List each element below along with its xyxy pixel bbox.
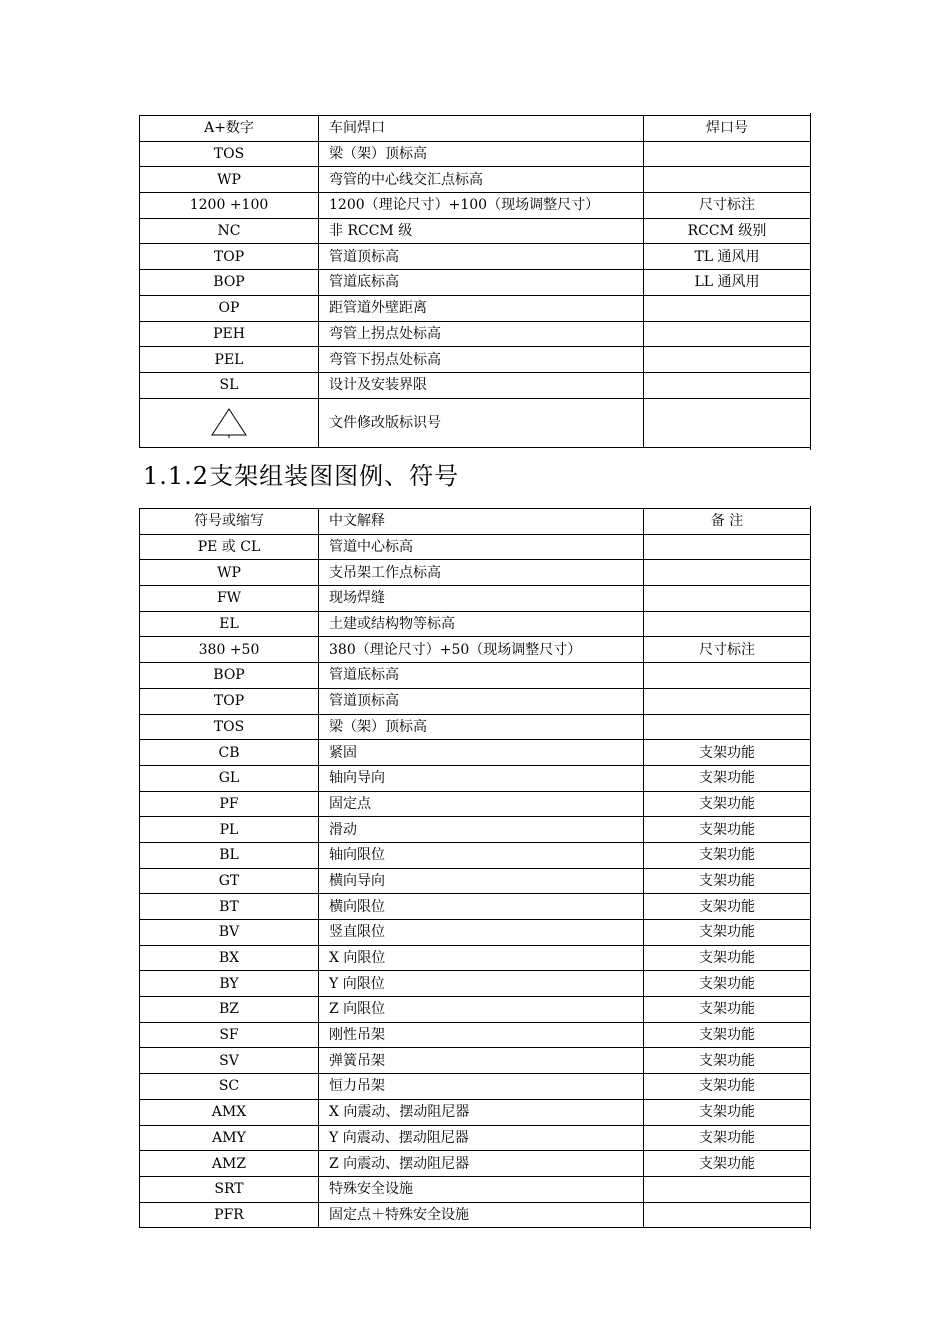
- table-row: [140, 765, 811, 791]
- description-cell: 弯管下拐点处标高: [319, 347, 644, 373]
- note-cell: 备 注: [644, 509, 811, 535]
- description-cell: 滑动: [319, 817, 644, 843]
- note-cell: [644, 688, 811, 714]
- description-cell: 管道顶标高: [319, 688, 644, 714]
- table-row: [140, 372, 811, 398]
- table1-right-rule: [810, 113, 811, 450]
- table-row: [140, 1176, 811, 1202]
- table-row: [140, 534, 811, 560]
- description-cell: 距管道外壁距离: [319, 295, 644, 321]
- description-cell: 弯管上拐点处标高: [319, 321, 644, 347]
- table-row: [140, 193, 811, 219]
- note-cell: [644, 663, 811, 689]
- table-row: [140, 1125, 811, 1151]
- description-cell: 380（理论尺寸）+50（现场调整尺寸）: [319, 637, 644, 663]
- symbol-cell: SC: [140, 1074, 319, 1100]
- description-cell: Z 向限位: [319, 997, 644, 1023]
- table-row: [140, 842, 811, 868]
- note-cell: [644, 141, 811, 167]
- note-cell: 支架功能: [644, 868, 811, 894]
- table-row: [140, 791, 811, 817]
- note-cell: TL 通风用: [644, 244, 811, 270]
- symbol-cell: WP: [140, 167, 319, 193]
- support-symbol-table: [139, 508, 811, 1228]
- description-cell: 竖直限位: [319, 920, 644, 946]
- description-cell: 中文解释: [319, 509, 644, 535]
- table-row: [140, 1048, 811, 1074]
- table-row: [140, 997, 811, 1023]
- description-cell: 横向限位: [319, 894, 644, 920]
- symbol-cell: BV: [140, 920, 319, 946]
- table-row: [140, 1074, 811, 1100]
- symbol-cell: TOS: [140, 714, 319, 740]
- symbol-cell: BT: [140, 894, 319, 920]
- table-row: [140, 586, 811, 612]
- note-cell: [644, 1176, 811, 1202]
- note-cell: 支架功能: [644, 1125, 811, 1151]
- symbol-cell: 符号或缩写: [140, 509, 319, 535]
- symbol-cell: BZ: [140, 997, 319, 1023]
- symbol-cell: SF: [140, 1022, 319, 1048]
- description-cell: 轴向导向: [319, 765, 644, 791]
- symbol-cell: NC: [140, 218, 319, 244]
- description-cell: 恒力吊架: [319, 1074, 644, 1100]
- symbol-cell: BOP: [140, 270, 319, 296]
- note-cell: 支架功能: [644, 1022, 811, 1048]
- note-cell: [644, 167, 811, 193]
- description-cell: 管道中心标高: [319, 534, 644, 560]
- symbol-cell: EL: [140, 611, 319, 637]
- description-cell: 轴向限位: [319, 842, 644, 868]
- weld-symbol-table: [139, 115, 811, 448]
- note-cell: 支架功能: [644, 945, 811, 971]
- description-cell: Y 向限位: [319, 971, 644, 997]
- table-row: [140, 1022, 811, 1048]
- description-cell: 土建或结构物等标高: [319, 611, 644, 637]
- symbol-cell: BY: [140, 971, 319, 997]
- section-heading: 1.1.2支架组装图图例、符号: [143, 462, 460, 490]
- description-cell: 横向导向: [319, 868, 644, 894]
- note-cell: [644, 372, 811, 398]
- symbol-cell: AMX: [140, 1099, 319, 1125]
- symbol-cell: PFR: [140, 1202, 319, 1228]
- symbol-cell: PL: [140, 817, 319, 843]
- description-cell: Z 向震动、摆动阻尼器: [319, 1151, 644, 1177]
- symbol-cell: TOS: [140, 141, 319, 167]
- description-cell: 紧固: [319, 740, 644, 766]
- symbol-cell: TOP: [140, 244, 319, 270]
- note-cell: [644, 295, 811, 321]
- description-cell: 管道顶标高: [319, 244, 644, 270]
- note-cell: 支架功能: [644, 1048, 811, 1074]
- table-row: [140, 817, 811, 843]
- table-row: [140, 270, 811, 296]
- table-row: [140, 894, 811, 920]
- description-cell: X 向震动、摆动阻尼器: [319, 1099, 644, 1125]
- table2-right-rule: [810, 506, 811, 1229]
- note-cell: 支架功能: [644, 1151, 811, 1177]
- symbol-cell: GL: [140, 765, 319, 791]
- description-cell: 1200（理论尺寸）+100（现场调整尺寸）: [319, 193, 644, 219]
- note-cell: [644, 560, 811, 586]
- table-row: [140, 1202, 811, 1228]
- note-cell: RCCM 级别: [644, 218, 811, 244]
- note-cell: 支架功能: [644, 971, 811, 997]
- description-cell: 梁（架）顶标高: [319, 141, 644, 167]
- symbol-cell: PEH: [140, 321, 319, 347]
- note-cell: 支架功能: [644, 765, 811, 791]
- symbol-cell: SL: [140, 372, 319, 398]
- note-cell: [644, 586, 811, 612]
- description-cell: 固定点＋特殊安全设施: [319, 1202, 644, 1228]
- table-row: [140, 945, 811, 971]
- note-cell: 尺寸标注: [644, 637, 811, 663]
- description-cell: X 向限位: [319, 945, 644, 971]
- note-cell: LL 通风用: [644, 270, 811, 296]
- note-cell: [644, 534, 811, 560]
- table-row: [140, 141, 811, 167]
- note-cell: 支架功能: [644, 791, 811, 817]
- symbol-cell: FW: [140, 586, 319, 612]
- description-cell: 车间焊口: [319, 116, 644, 142]
- table-row: [140, 1099, 811, 1125]
- note-cell: [644, 611, 811, 637]
- symbol-cell: WP: [140, 560, 319, 586]
- symbol-cell: SV: [140, 1048, 319, 1074]
- description-cell: 特殊安全设施: [319, 1176, 644, 1202]
- description-cell: 弹簧吊架: [319, 1048, 644, 1074]
- symbol-cell: AMY: [140, 1125, 319, 1151]
- table-row: [140, 688, 811, 714]
- symbol-cell: BOP: [140, 663, 319, 689]
- description-cell: 管道底标高: [319, 663, 644, 689]
- note-cell: 支架功能: [644, 1099, 811, 1125]
- note-cell: [644, 321, 811, 347]
- symbol-cell: BL: [140, 842, 319, 868]
- symbol-cell: BX: [140, 945, 319, 971]
- revision-triangle-icon: [140, 398, 319, 447]
- table-row: [140, 637, 811, 663]
- table-row: [140, 347, 811, 373]
- description-cell: 管道底标高: [319, 270, 644, 296]
- table-row: [140, 560, 811, 586]
- table-header-row: [140, 509, 811, 535]
- description-cell: 固定点: [319, 791, 644, 817]
- note-cell: 支架功能: [644, 997, 811, 1023]
- table-row: [140, 663, 811, 689]
- table-row: [140, 1151, 811, 1177]
- note-cell: [644, 347, 811, 373]
- description-cell: Y 向震动、摆动阻尼器: [319, 1125, 644, 1151]
- table-row: [140, 398, 811, 447]
- symbol-cell: TOP: [140, 688, 319, 714]
- table-row: [140, 218, 811, 244]
- note-cell: 支架功能: [644, 817, 811, 843]
- table-row: [140, 971, 811, 997]
- table-row: [140, 244, 811, 270]
- description-cell: 弯管的中心线交汇点标高: [319, 167, 644, 193]
- table-row: [140, 714, 811, 740]
- description-cell: 现场焊缝: [319, 586, 644, 612]
- description-cell: 设计及安装界限: [319, 372, 644, 398]
- table-row: [140, 920, 811, 946]
- table-row: [140, 321, 811, 347]
- table-row: [140, 611, 811, 637]
- table-row: [140, 295, 811, 321]
- note-cell: 支架功能: [644, 842, 811, 868]
- table-header-row: [140, 116, 811, 142]
- note-cell: [644, 714, 811, 740]
- table-row: [140, 868, 811, 894]
- symbol-cell: 380 +50: [140, 637, 319, 663]
- note-cell: 支架功能: [644, 1074, 811, 1100]
- symbol-cell: A+数字: [140, 116, 319, 142]
- note-cell: 支架功能: [644, 920, 811, 946]
- description-cell: 刚性吊架: [319, 1022, 644, 1048]
- table-row: [140, 167, 811, 193]
- description-cell: 梁（架）顶标高: [319, 714, 644, 740]
- description-cell: 文件修改版标识号: [319, 398, 644, 447]
- description-cell: 非 RCCM 级: [319, 218, 644, 244]
- note-cell: 支架功能: [644, 894, 811, 920]
- description-cell: 支吊架工作点标高: [319, 560, 644, 586]
- symbol-cell: AMZ: [140, 1151, 319, 1177]
- note-cell: 支架功能: [644, 740, 811, 766]
- symbol-cell: OP: [140, 295, 319, 321]
- symbol-cell: PEL: [140, 347, 319, 373]
- symbol-cell: 1200 +100: [140, 193, 319, 219]
- symbol-cell: GT: [140, 868, 319, 894]
- symbol-cell: PE 或 CL: [140, 534, 319, 560]
- note-cell: 尺寸标注: [644, 193, 811, 219]
- note-cell: [644, 398, 811, 447]
- table-row: [140, 740, 811, 766]
- note-cell: [644, 1202, 811, 1228]
- symbol-cell: PF: [140, 791, 319, 817]
- symbol-cell: CB: [140, 740, 319, 766]
- note-cell: 焊口号: [644, 116, 811, 142]
- symbol-cell: SRT: [140, 1176, 319, 1202]
